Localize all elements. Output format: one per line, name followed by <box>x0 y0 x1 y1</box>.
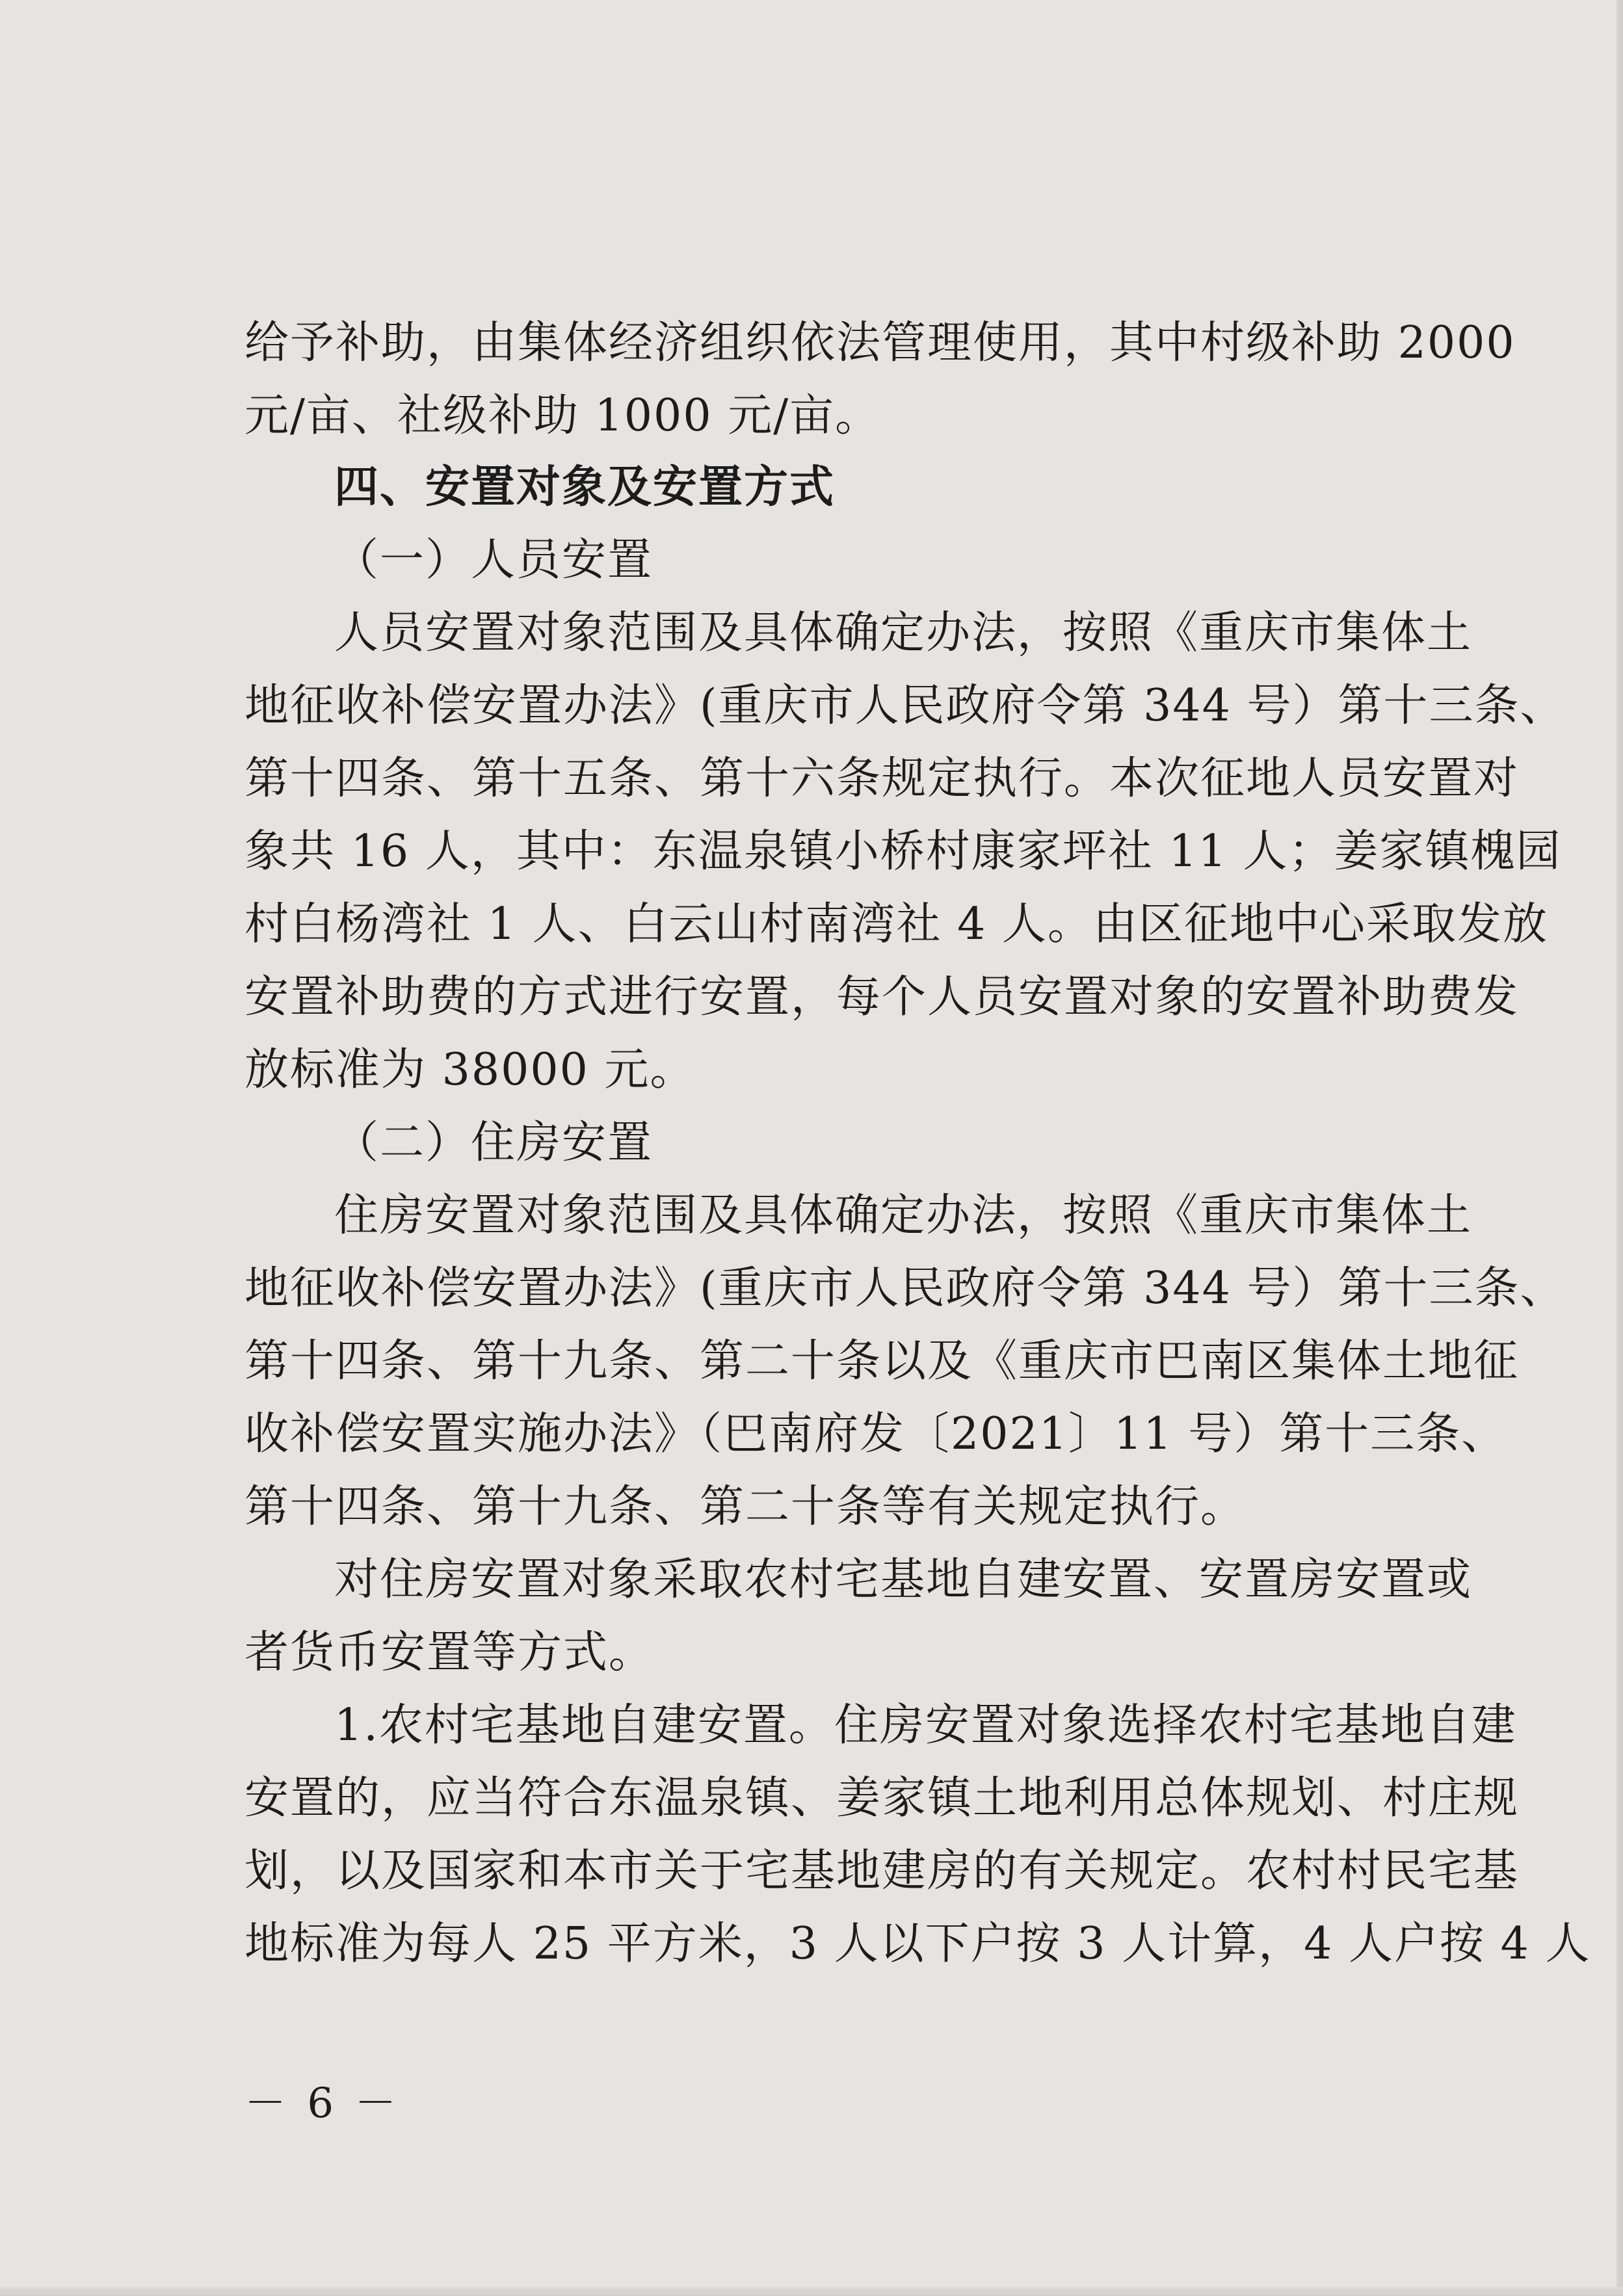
scan-edge-right <box>1616 0 1623 2296</box>
text-line: 划，以及国家和本市关于宅基地建房的有关规定。农村村民宅基 <box>244 1845 1520 1897</box>
paragraph-first-line: 住房安置对象范围及具体确定办法，按照《重庆市集体土 <box>334 1190 1473 1241</box>
text-line: 地征收补偿安置办法》(重庆市人民政府令第 344 号）第十三条、 <box>244 1263 1566 1314</box>
text-line: 安置的，应当符合东温泉镇、姜家镇土地利用总体规划、村庄规 <box>244 1773 1520 1824</box>
page-number: － 6 － <box>244 2079 401 2128</box>
text-line: 放标准为 38000 元。 <box>244 1044 696 1096</box>
text-line: 第十四条、第十九条、第二十条以及《重庆市巴南区集体土地征 <box>244 1336 1520 1387</box>
paragraph-first-line: 人员安置对象范围及具体确定办法，按照《重庆市集体土 <box>334 607 1473 659</box>
subsection-heading: （二）住房安置 <box>334 1117 653 1168</box>
text-line: 者货币安置等方式。 <box>244 1627 655 1678</box>
text-line: 安置补助费的方式进行安置，每个人员安置对象的安置补助费发 <box>244 971 1520 1023</box>
text-line: 收补偿安置实施办法》（巴南府发〔2021〕11 号）第十三条、 <box>244 1408 1507 1460</box>
scan-edge-bottom <box>0 2287 1623 2296</box>
text-line: 地标准为每人 25 平方米，3 人以下户按 3 人计算，4 人户按 4 人 <box>244 1918 1591 1970</box>
section-heading: 四、安置对象及安置方式 <box>334 462 836 513</box>
subsection-heading: （一）人员安置 <box>334 534 653 586</box>
text-line: 象共 16 人，其中：东温泉镇小桥村康家坪社 11 人；姜家镇槐园 <box>244 826 1562 877</box>
text-line: 给予补助，由集体经济组织依法管理使用，其中村级补助 2000 <box>244 317 1516 369</box>
text-line: 元/亩、社级补助 1000 元/亩。 <box>244 390 881 442</box>
text-line: 第十四条、第十九条、第二十条等有关规定执行。 <box>244 1481 1247 1533</box>
text-line: 第十四条、第十五条、第十六条规定执行。本次征地人员安置对 <box>244 753 1520 804</box>
paragraph-first-line: 1.农村宅基地自建安置。住房安置对象选择农村宅基地自建 <box>334 1700 1517 1751</box>
text-line: 地征收补偿安置办法》(重庆市人民政府令第 344 号）第十三条、 <box>244 680 1566 732</box>
paragraph-first-line: 对住房安置对象采取农村宅基地自建安置、安置房安置或 <box>334 1554 1473 1605</box>
text-line: 村白杨湾社 1 人、白云山村南湾社 4 人。由区征地中心采取发放 <box>244 899 1548 950</box>
